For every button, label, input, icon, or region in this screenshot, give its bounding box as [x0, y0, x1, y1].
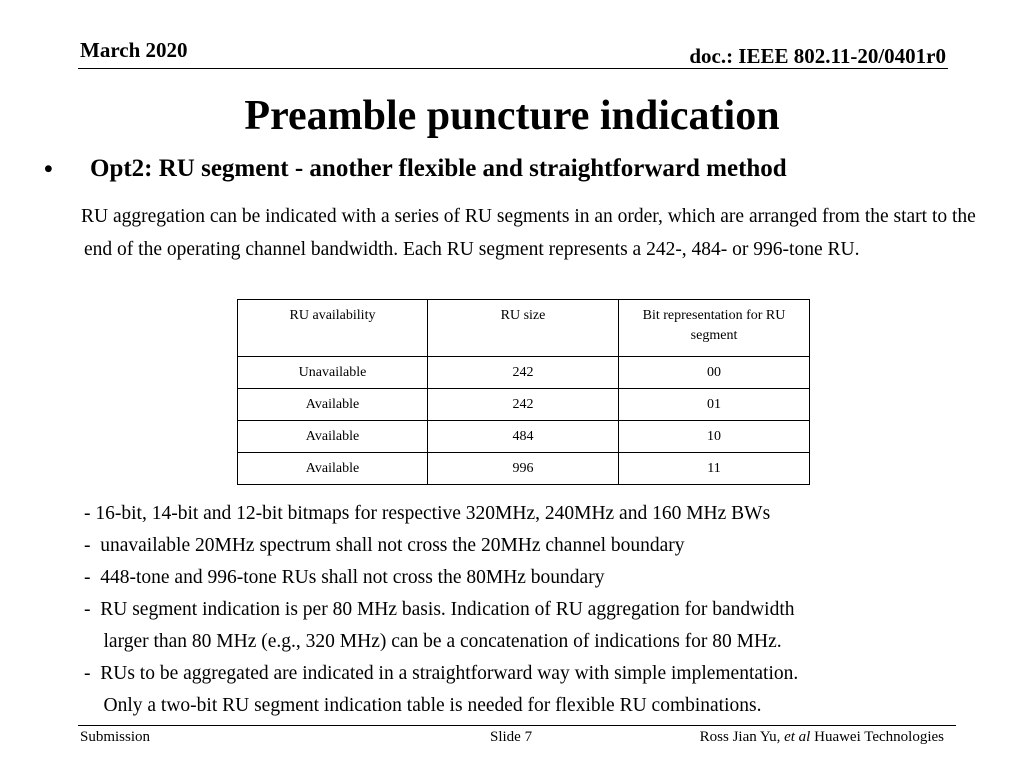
table-cell: Unavailable — [238, 357, 428, 389]
footer-submission: Submission — [80, 729, 151, 745]
description-paragraph: RU aggregation can be indicated with a series of RU segments in an order, which are arranged from the start to the end of the operating channel bandwidth. Each RU segment represents a 242-, 484- or 996-tone RU. — [81, 206, 976, 260]
table-row — [238, 357, 810, 389]
table-header-row — [238, 300, 810, 357]
note-line: - unavailable 20MHz spectrum shall not cross the 20MHz channel boundary — [84, 535, 685, 556]
notes-list — [84, 498, 964, 722]
header-divider — [78, 68, 948, 69]
table-cell: 10 — [619, 421, 810, 453]
footer-divider — [78, 725, 956, 726]
note-line: - RUs to be aggregated are indicated in a straightforward way with simple implementation. — [84, 663, 799, 684]
note-line: - RU segment indication is per 80 MHz basis. Indication of RU aggregation for bandwidth — [84, 599, 795, 620]
note-line: - 448-tone and 996-tone RUs shall not cross the 80MHz boundary — [84, 567, 605, 588]
table-header-cell: RU availability — [238, 300, 428, 357]
table-row — [238, 421, 810, 453]
table-row — [238, 389, 810, 421]
table-cell: Available — [238, 389, 428, 421]
bullet-marker: • — [44, 156, 53, 183]
slide-title: Preamble puncture indication — [244, 93, 780, 139]
footer-author — [700, 729, 944, 746]
header-doc-id: doc.: IEEE 802.11-20/0401r0 — [689, 44, 946, 68]
note-line: Only a two-bit RU segment indication table is needed for flexible RU combinations. — [84, 695, 762, 716]
table-cell: Available — [238, 453, 428, 485]
bullet-heading: Opt2: RU segment - another flexible and straightforward method — [90, 155, 787, 182]
footer-author-etal: et al — [784, 729, 811, 745]
table-cell: 242 — [428, 357, 619, 389]
footer-author-name: Ross Jian Yu, — [699, 729, 785, 745]
table-cell: 01 — [619, 389, 810, 421]
table-cell: 484 — [428, 421, 619, 453]
table-header-cell: RU size — [428, 300, 619, 357]
table-cell: 11 — [619, 453, 810, 485]
footer-company: Huawei Technologies — [810, 729, 944, 745]
table-cell: Available — [238, 421, 428, 453]
table-row — [238, 453, 810, 485]
ru-segment-table — [237, 299, 810, 485]
note-line: - 16-bit, 14-bit and 12-bit bitmaps for respective 320MHz, 240MHz and 160 MHz BWs — [84, 503, 771, 524]
header-date: March 2020 — [80, 38, 188, 62]
footer-slide-number: Slide 7 — [490, 729, 533, 745]
table-header-cell: Bit representation for RU segment — [619, 300, 810, 357]
table-cell: 242 — [428, 389, 619, 421]
note-line: larger than 80 MHz (e.g., 320 MHz) can be a concatenation of indications for 80 MHz. — [84, 631, 782, 652]
table-cell: 996 — [428, 453, 619, 485]
table-cell: 00 — [619, 357, 810, 389]
